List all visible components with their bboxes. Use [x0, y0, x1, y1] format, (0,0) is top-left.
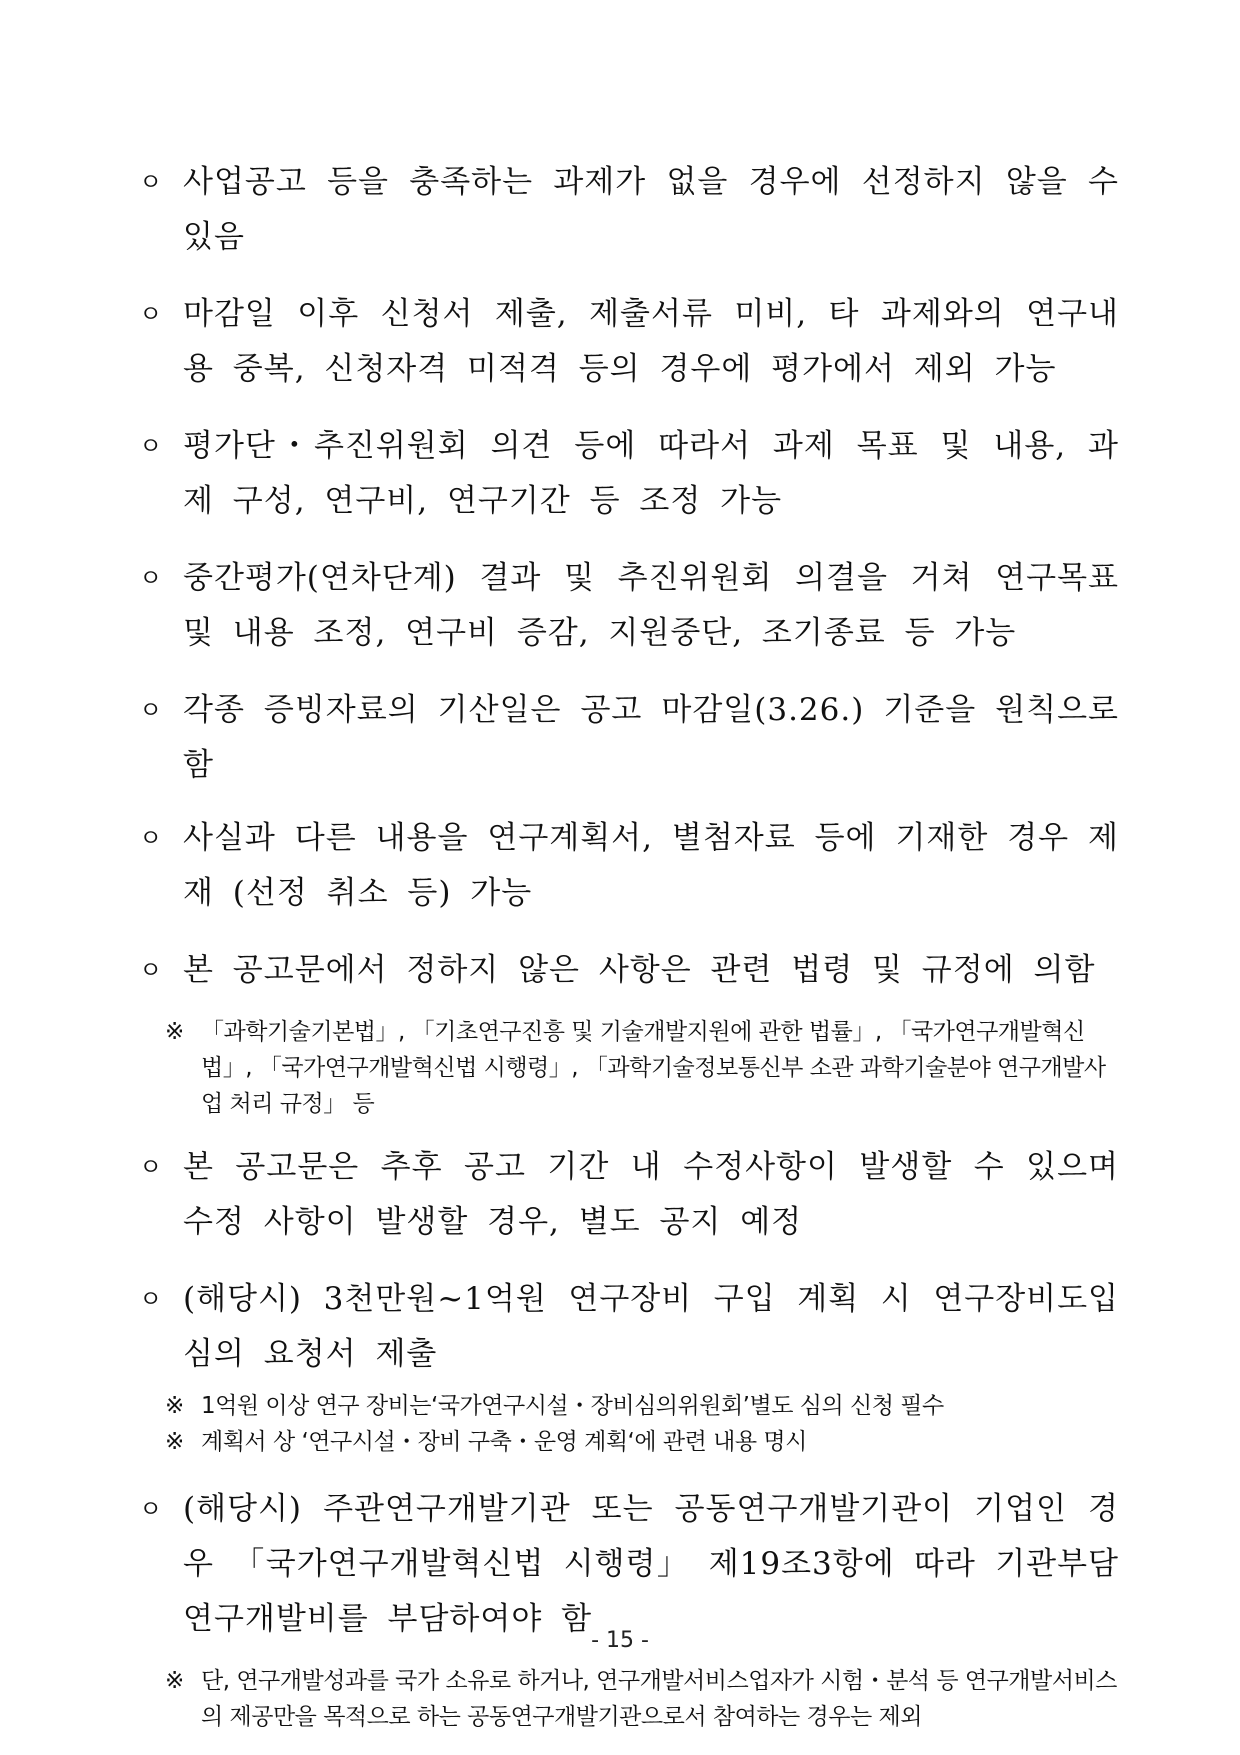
note-text: 계획서 상 ‘연구시설・장비 구축・운영 계획‘에 관련 내용 명시: [201, 1429, 807, 1455]
page-number: - 15 -: [591, 1628, 649, 1653]
item-text: 사실과 다른 내용을 연구계획서, 별첨자료 등에 기재한 경우 제재 (선정 취소 등) 가능: [183, 820, 1119, 911]
bullet-icon: ㅇ: [139, 300, 164, 328]
item-text: 평가단・추진위원회 의견 등에 따라서 과제 목표 및 내용, 과제 구성, 연구비, 연구기간 등 조정 가능: [183, 428, 1119, 519]
item-text: 본 공고문에서 정하지 않은 사항은 관련 법령 및 규정에 의함: [183, 952, 1096, 988]
reference-mark-icon: ※: [165, 1393, 184, 1419]
list-item: [139, 1482, 1119, 1647]
bullet-icon: ㅇ: [139, 1495, 164, 1523]
list-item: [139, 1272, 1119, 1382]
item-text: (해당시) 주관연구개발기관 또는 공동연구개발기관이 기업인 경우 「국가연구개발혁신법 시행령」 제19조3항에 따라 기관부담연구개발비를 부담하여야 함: [183, 1491, 1119, 1637]
note-exception: [165, 1663, 1119, 1735]
reference-mark-icon: ※: [165, 1019, 184, 1045]
item-text: 본 공고문은 추후 공고 기간 내 수정사항이 발생할 수 있으며 수정 사항이 발생할 경우, 별도 공지 예정: [183, 1149, 1119, 1240]
list-item: [139, 551, 1119, 661]
bullet-icon: ㅇ: [139, 432, 164, 460]
list-item: [139, 155, 1119, 265]
bullet-icon: ㅇ: [139, 168, 164, 196]
note-text: 단, 연구개발성과를 국가 소유로 하거나, 연구개발서비스업자가 시험・분석 등 연구개발서비스의 제공만을 목적으로 하는 공동연구개발기관으로서 참여하는 경우는 제외: [201, 1668, 1117, 1730]
note-laws: [165, 1014, 1119, 1122]
bullet-icon: ㅇ: [139, 564, 164, 592]
list-item: [139, 683, 1119, 793]
note-text: 1억원 이상 연구 장비는‘국가연구시설・장비심의위원회’별도 심의 신청 필수: [201, 1393, 944, 1419]
reference-mark-icon: ※: [165, 1668, 184, 1694]
list-item: [139, 419, 1119, 529]
note-text: 「과학기술기본법」, 「기초연구진흥 및 기술개발지원에 관한 법률」, 「국가연구개발혁신법」, 「국가연구개발혁신법 시행령」, 「과학기술정보통신부 소관 과학기술분야 연구개발사업 처리 규정」 등: [201, 1019, 1106, 1117]
bullet-icon: ㅇ: [139, 696, 164, 724]
bullet-icon: ㅇ: [139, 956, 164, 984]
page-content: [139, 155, 1119, 1735]
item-text: (해당시) 3천만원~1억원 연구장비 구입 계획 시 연구장비도입 심의 요청서 제출: [183, 1281, 1119, 1372]
note-equipment-plan: [165, 1424, 1119, 1460]
bullet-icon: ㅇ: [139, 824, 164, 852]
bullet-icon: ㅇ: [139, 1285, 164, 1313]
list-item: [139, 287, 1119, 397]
note-equipment-review: [165, 1388, 1119, 1424]
bullet-icon: ㅇ: [139, 1153, 164, 1181]
list-item: [139, 943, 1119, 998]
item-text: 사업공고 등을 충족하는 과제가 없을 경우에 선정하지 않을 수 있음: [183, 164, 1119, 255]
item-text: 각종 증빙자료의 기산일은 공고 마감일(3.26.) 기준을 원칙으로 함: [183, 692, 1119, 783]
reference-mark-icon: ※: [165, 1429, 184, 1455]
list-item: [139, 811, 1119, 921]
list-item: [139, 1140, 1119, 1250]
item-text: 마감일 이후 신청서 제출, 제출서류 미비, 타 과제와의 연구내용 중복, 신청자격 미적격 등의 경우에 평가에서 제외 가능: [183, 296, 1119, 387]
item-text: 중간평가(연차단계) 결과 및 추진위원회 의결을 거쳐 연구목표 및 내용 조정, 연구비 증감, 지원중단, 조기종료 등 가능: [183, 560, 1119, 651]
